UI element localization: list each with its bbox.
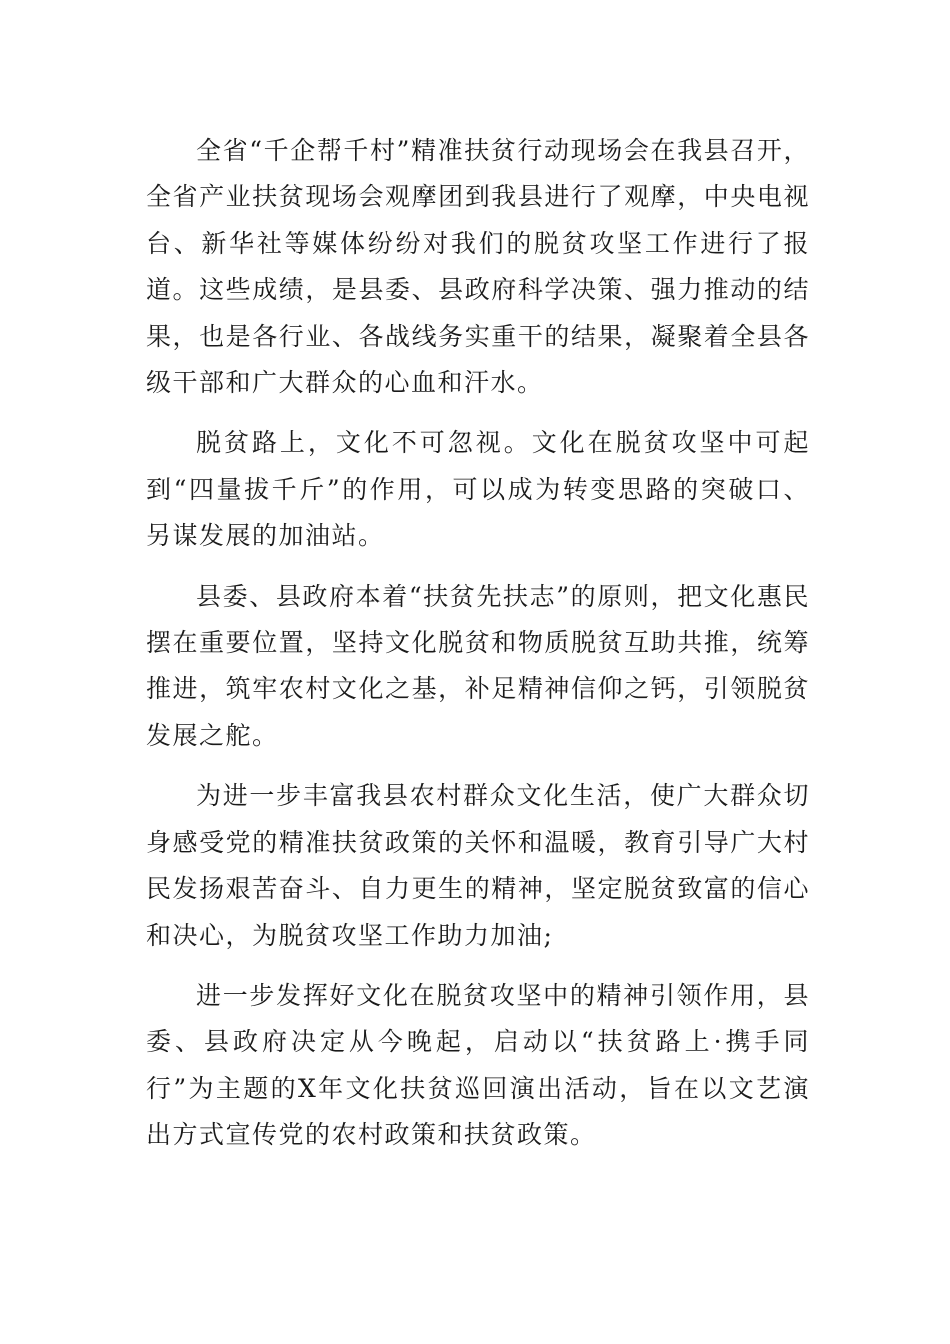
paragraph-3: 县委、县政府本着“扶贫先扶志”的原则，把文化惠民摆在重要位置，坚持文化脱贫和物质脱贫互助共推，统筹推进，筑牢农村文化之基，补足精神信仰之钙，引领脱贫发展之舵。 [146, 581, 810, 750]
paragraph-5: 进一步发挥好文化在脱贫攻坚中的精神引领作用，县委、县政府决定从今晚起，启动以“扶贫路上·携手同行”为主题的X年文化扶贫巡回演出活动，旨在以文艺演出方式宣传党的农村政策和扶贫政策。 [146, 980, 810, 1150]
paragraph-2: 脱贫路上，文化不可忽视。文化在脱贫攻坚中可起到“四量拔千斤”的作用，可以成为转变思路的突破口、另谋发展的加油站。 [146, 428, 810, 551]
paragraph-4: 为进一步丰富我县农村群众文化生活，使广大群众切身感受党的精准扶贫政策的关怀和温暖，教育引导广大村民发扬艰苦奋斗、自力更生的精神，坚定脱贫致富的信心和决心，为脱贫攻坚工作助力加油; [146, 781, 810, 950]
document-body [146, 128, 810, 1173]
paragraph-1: 全省“千企帮千村”精准扶贫行动现场会在我县召开，全省产业扶贫现场会观摩团到我县进行了观摩，中央电视台、新华社等媒体纷纷对我们的脱贫攻坚工作进行了报道。这些成绩，是县委、县政府科学决策、强力推动的结果，也是各行业、各战线务实重干的结果，凝聚着全县各级干部和广大群众的心血和汗水。 [146, 136, 810, 398]
